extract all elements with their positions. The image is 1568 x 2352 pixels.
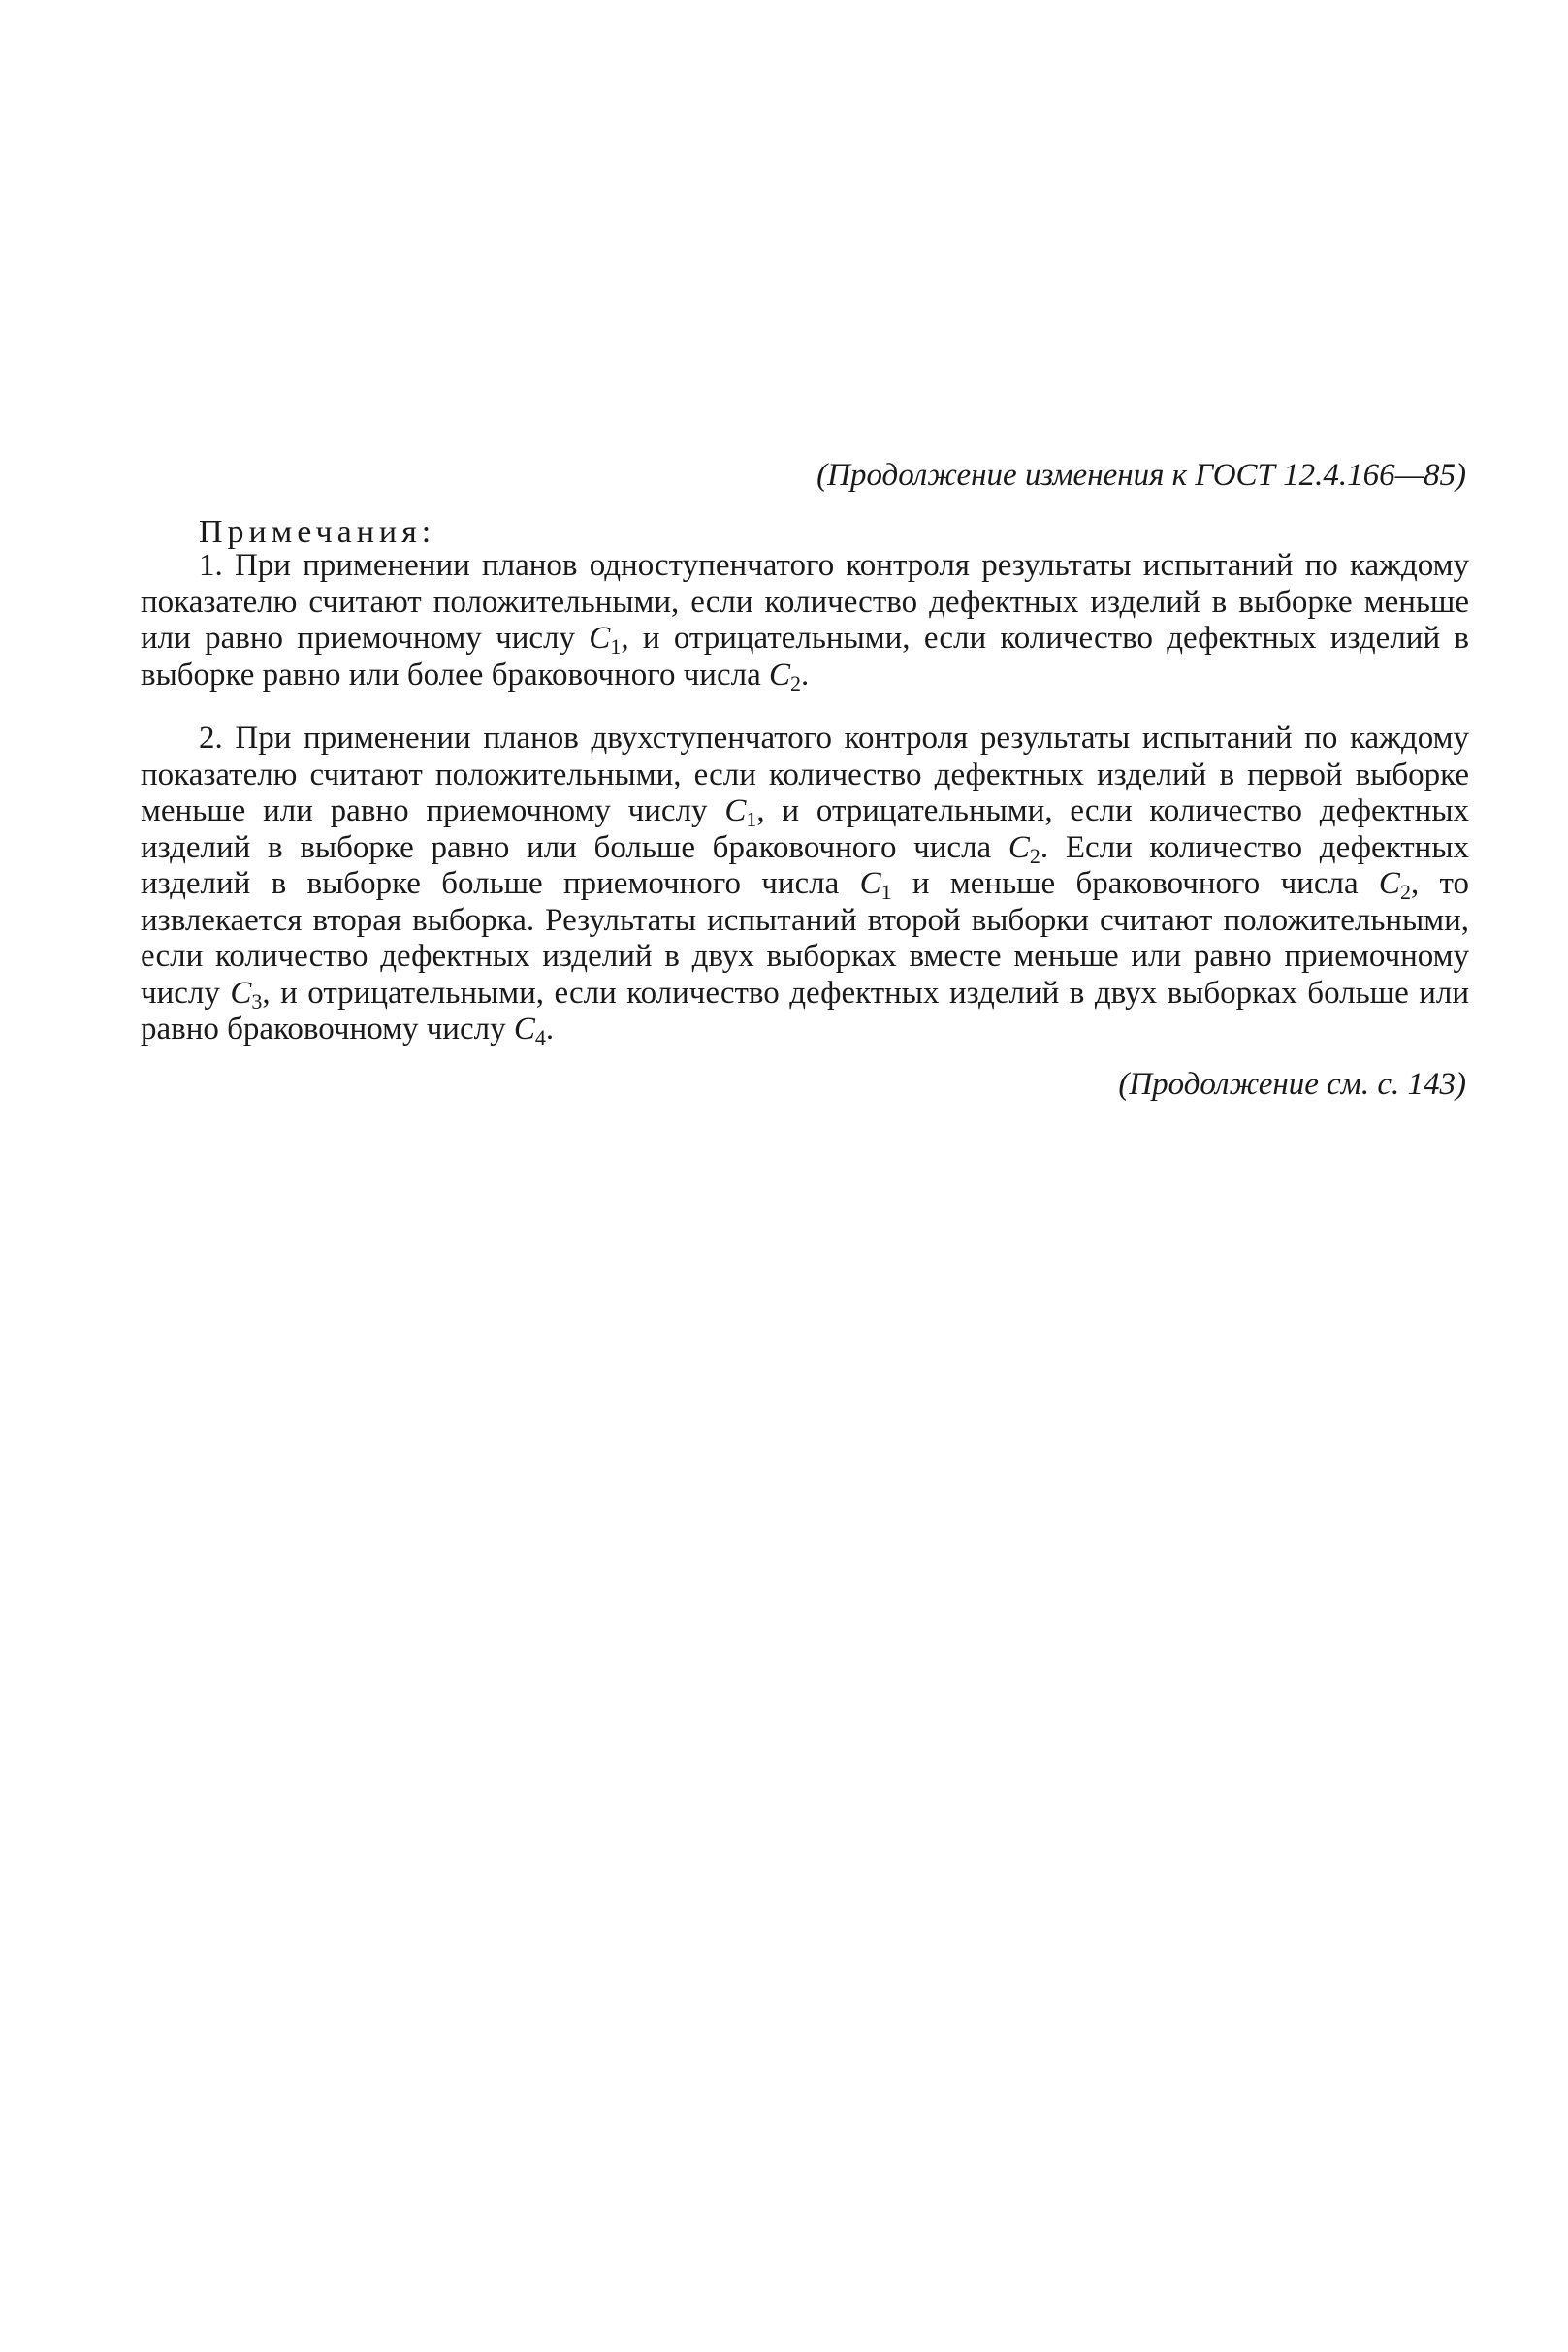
note-2-text-g: .	[545, 1012, 555, 1047]
note-2-sub-2: 2	[1029, 843, 1040, 868]
note-2-text-b: , и отрицательными, если количество дефектных изделий в выборке равно или больше браковочного числа	[141, 793, 1469, 865]
note-2-text-e: , то извлекается вторая выборка. Результаты испытаний второй выборки считают положительными, если количество дефектных изделий в двух выборках вместе меньше или равно приемочному числу	[141, 866, 1469, 1011]
note-2-var-c1-again: C	[859, 866, 881, 901]
notes-title: Примечания:	[199, 514, 436, 550]
note-2-sub-5: 3	[251, 988, 263, 1014]
note-1	[141, 548, 1469, 693]
note-1-sub-2: 2	[790, 670, 801, 695]
note-2-sub-6: 4	[534, 1025, 546, 1049]
note-1-text-c: .	[801, 657, 810, 693]
note-2-text-f: , и отрицательными, если количество дефектных изделий в двух выборках больше или равно браковочному числу	[141, 975, 1470, 1047]
note-2-text-a: 2. При применении планов двухступенчатого контроля результаты испытаний по каждому показателю считают положительными, если количество дефектных изделий в первой выборке меньше или равно приемочному числу	[141, 721, 1469, 828]
note-2-text-c: . Если количество дефектных изделий в выборке больше приемочного числа	[141, 829, 1469, 901]
continuation-header: (Продолжение изменения к ГОСТ 12.4.166—85)	[816, 458, 1466, 493]
note-2-sub-3: 1	[880, 880, 892, 904]
note-1-var-c1: C	[589, 621, 611, 656]
note-1-text-a: 1. При применении планов одноступенчатого контроля результаты испытаний по каждому показателю считают положительными, если количество дефектных изделий в выборке меньше или равно приемочному числу	[141, 548, 1469, 656]
note-1-var-c2: C	[768, 657, 790, 693]
note-2-var-c3: C	[230, 975, 252, 1011]
note-1-text-b: , и отрицательными, если количество дефектных изделий в выборке равно или более браковочного числа	[141, 621, 1469, 693]
note-2-var-c4: C	[513, 1012, 535, 1047]
note-2-sub-1: 1	[746, 807, 757, 831]
note-2-var-c2-again: C	[1378, 866, 1400, 901]
continuation-footer: (Продолжение см. с. 143)	[1118, 1067, 1466, 1102]
note-2-var-c2: C	[1008, 829, 1030, 865]
note-1-sub-1: 1	[610, 634, 622, 659]
note-2-sub-4: 2	[1399, 880, 1411, 904]
note-2-text-d: и меньше браковочного числа	[891, 866, 1379, 901]
note-2	[141, 721, 1469, 1048]
note-2-var-c1: C	[724, 793, 747, 828]
